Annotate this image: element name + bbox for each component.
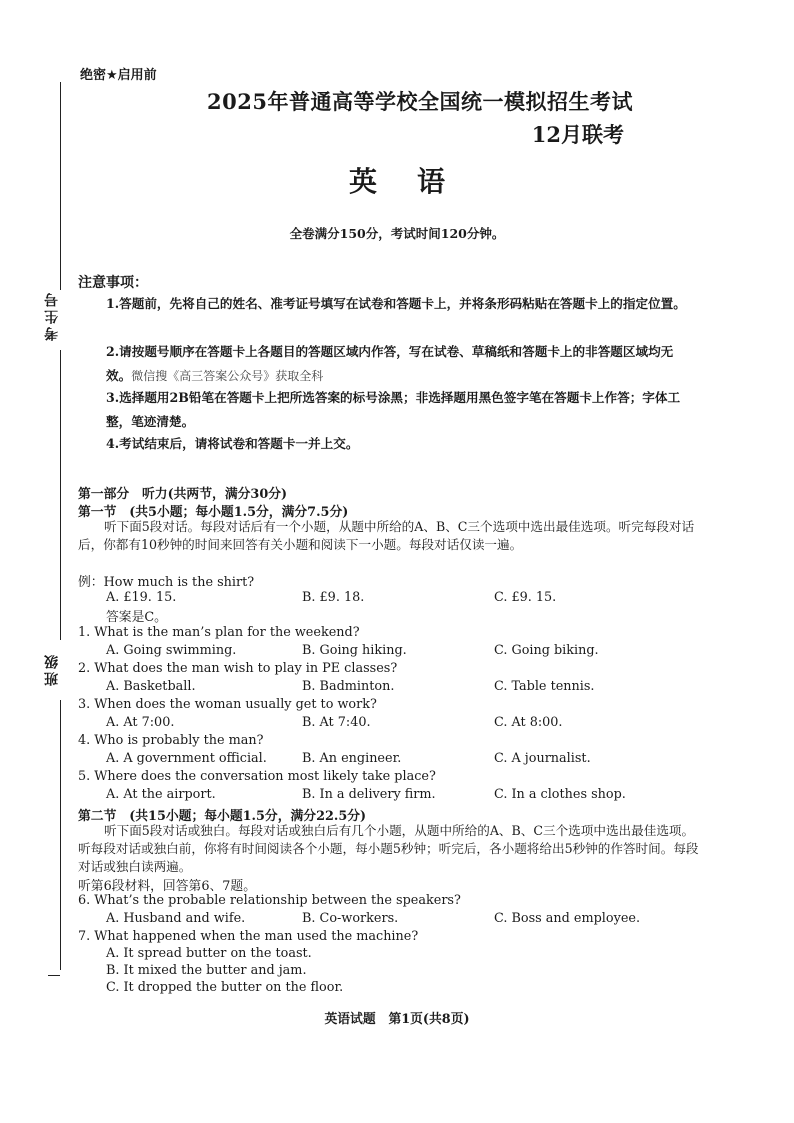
binding-line-middle — [60, 350, 61, 640]
exam-subtitle: 12月联考 — [531, 122, 624, 147]
notice-item-4: 4.考试结束后，请将试卷和答题卡一并上交。 — [106, 436, 359, 451]
q5-option-c: C. In a clothes shop. — [494, 787, 626, 802]
q4-option-b: B. An engineer. — [302, 751, 402, 766]
q4-option-c: C. A journalist. — [494, 751, 591, 766]
confidential-mark: 绝密★启用前 — [80, 68, 157, 83]
question-3: 3. When does the woman usually get to work? — [78, 697, 377, 712]
part1-heading: 第一部分 听力(共两节，满分30分) — [78, 487, 288, 502]
q3-option-b: B. At 7:40. — [302, 715, 371, 730]
q4-option-a: A. A government official. — [106, 751, 267, 766]
example-answer: 答案是C。 — [106, 610, 167, 625]
q1-option-b: B. Going hiking. — [302, 643, 407, 658]
question-6: 6. What’s the probable relationship between the speakers? — [78, 893, 461, 908]
score-info: 全卷满分150分，考试时间120分钟。 — [289, 226, 505, 241]
section1-heading: 第一节 (共5小题；每小题1.5分，满分7.5分) — [78, 505, 349, 520]
q7-option-c: C. It dropped the butter on the floor. — [106, 980, 344, 995]
material-6-note: 听第6段材料，回答第6、7题。 — [78, 879, 256, 894]
example-question: 例：How much is the shirt? — [78, 575, 255, 590]
question-2: 2. What does the man wish to play in PE classes? — [78, 661, 398, 676]
q3-option-c: C. At 8:00. — [494, 715, 563, 730]
q1-option-c: C. Going biking. — [494, 643, 599, 658]
q5-option-a: A. At the airport. — [106, 787, 216, 802]
q2-option-a: A. Basketball. — [106, 679, 196, 694]
exam-title: 2025年普通高等学校全国统一模拟招生考试 — [207, 89, 633, 114]
question-1: 1. What is the man’s plan for the weekend? — [78, 625, 360, 640]
q6-option-a: A. Husband and wife. — [106, 911, 246, 926]
notice-item-2-text: 2.请按题号顺序在答题卡上各题目的答题区域内作答，写在试卷、草稿纸和答题卡上的非答题区域均无效。 — [106, 344, 674, 383]
q2-option-b: B. Badminton. — [302, 679, 395, 694]
exam-number-label: 考生号 — [44, 290, 60, 341]
section2-instructions: 听下面5段对话或独白。每段对话或独白后有几个小题，从题中所给的A、B、C三个选项中选出最佳选项。听每段对话或独白前，你将有时间阅读各个小题，每小题5秒钟；听完后，各小题将给出5秒钟的作答时间。每段对话或独白读两遍。 — [78, 823, 699, 874]
example-option-b: B. £9. 18. — [302, 590, 365, 605]
binding-line-bottom — [60, 700, 61, 970]
subject-title: 英语 — [348, 165, 485, 198]
q5-option-b: B. In a delivery firm. — [302, 787, 436, 802]
q6-option-b: B. Co-workers. — [302, 911, 399, 926]
class-label: 班级 — [44, 652, 60, 686]
q7-option-a: A. It spread butter on the toast. — [106, 946, 312, 961]
q2-option-c: C. Table tennis. — [494, 679, 595, 694]
watermark-text: 微信搜《高三答案公众号》获取全科 — [131, 369, 324, 383]
q3-option-a: A. At 7:00. — [106, 715, 175, 730]
question-5: 5. Where does the conversation most likely take place? — [78, 769, 436, 784]
example-option-c: C. £9. 15. — [494, 590, 557, 605]
section2-heading: 第二节 (共15小题；每小题1.5分，满分22.5分) — [78, 809, 367, 824]
binding-tick — [48, 975, 60, 976]
example-option-a: A. £19. 15. — [106, 590, 177, 605]
notice-item-2 — [106, 340, 696, 388]
notice-title: 注意事项： — [78, 275, 148, 291]
q7-option-b: B. It mixed the butter and jam. — [106, 963, 307, 978]
question-7: 7. What happened when the man used the machine? — [78, 929, 419, 944]
question-4: 4. Who is probably the man? — [78, 733, 264, 748]
q6-option-c: C. Boss and employee. — [494, 911, 641, 926]
notice-item-3: 3.选择题用2B铅笔在答题卡上把所选答案的标号涂黑；非选择题用黑色签字笔在答题卡上作答；字体工整，笔迹清楚。 — [106, 390, 681, 429]
q1-option-a: A. Going swimming. — [106, 643, 237, 658]
section1-instructions: 听下面5段对话。每段对话后有一个小题，从题中所给的A、B、C三个选项中选出最佳选项。听完每段对话后，你都有10秒钟的时间来回答有关小题和阅读下一小题。每段对话仅读一遍。 — [78, 519, 695, 552]
notice-item-1: 1.答题前，先将自己的姓名、准考证号填写在试卷和答题卡上，并将条形码粘贴在答题卡上的指定位置。 — [106, 296, 686, 311]
page-footer: 英语试题 第1页(共8页) — [324, 1012, 470, 1027]
